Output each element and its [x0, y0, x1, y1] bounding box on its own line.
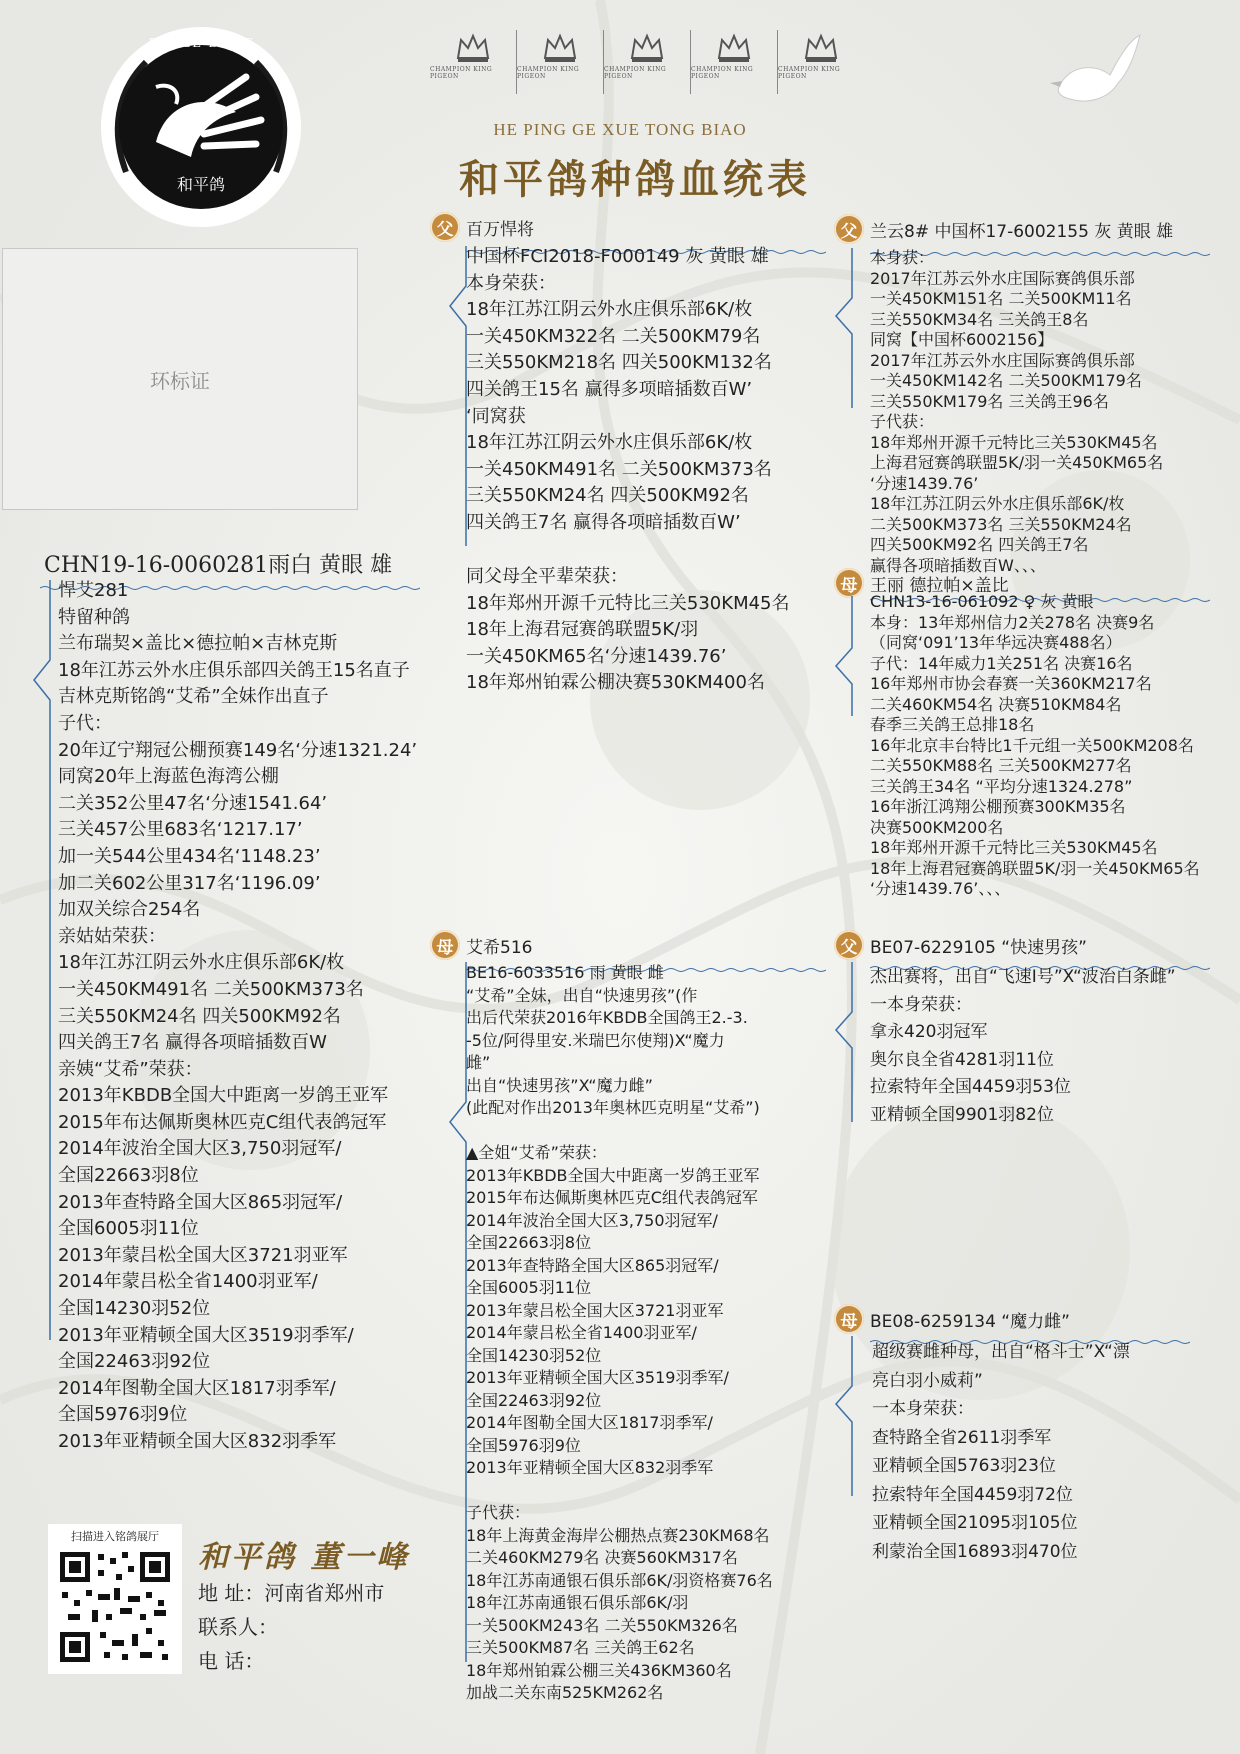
subject-line: 20年辽宁翔冠公棚预赛149名‘分速1321.24’ — [58, 739, 418, 761]
dam-bracket — [446, 962, 468, 1666]
sire-line: 18年江苏江阴云外水庄俱乐部6K/枚 — [466, 299, 753, 321]
sire-line: 四关鸽王7名 赢得各项暗插数百W’ — [466, 511, 741, 533]
sd-line: 三关鸽王34名 “平均分速1324.278” — [870, 776, 1133, 796]
sd-line: 春季三关鸽王总排18名 — [870, 715, 1035, 734]
subject-line: 全国6005羽11位 — [58, 1218, 199, 1240]
sire-line: 三关550KM24名 四关500KM92名 — [466, 485, 749, 507]
dd-details — [872, 1338, 1130, 1566]
crown-icon — [604, 30, 691, 94]
dam-name: 艾希516 — [466, 937, 533, 958]
subject-line: 加一关544公里434名‘1148.23’ — [58, 845, 321, 867]
phone-line: 电 话： — [198, 1649, 265, 1673]
ss-line: 三关550KM179名 三关鸽王96名 — [870, 391, 1109, 411]
dd-wave-underline — [870, 1330, 1190, 1336]
ss-details — [870, 248, 1163, 576]
crown-icon — [778, 30, 864, 94]
crown-caption: CHAMPION KING PIGEON — [778, 66, 841, 80]
sd-bracket — [832, 596, 854, 720]
ss-line: 本身获： — [870, 248, 935, 267]
ss-line: 一关450KM142名 二关500KM179名 — [870, 371, 1142, 390]
ss-line: 18年郑州开源千元特比三关530KM45名 — [870, 432, 1158, 452]
subject-line: 2013年亚精顿全国大区832羽季军 — [58, 1431, 337, 1452]
sire-header — [430, 212, 534, 242]
sire-sibling-line: 18年郑州铂霖公棚决赛530KM400名 — [466, 672, 765, 694]
sire-line: ‘同窝获 — [466, 405, 526, 427]
dam-line: 三关500KM87名 三关鸽王62名 — [466, 1638, 695, 1657]
dam-badge: 母 — [430, 930, 460, 960]
sire-line: 18年江苏江阴云外水庄俱乐部6K/枚 — [466, 432, 753, 454]
subject-line: 加双关综合254名 — [58, 899, 201, 921]
sd-line: ‘分速1439.76’、、、 — [870, 879, 1011, 898]
dd-line: 利蒙治全国16893羽470位 — [872, 1541, 1078, 1562]
sire-details — [466, 244, 772, 537]
subject-line: 2014年图勒全国大区1817羽季军/ — [58, 1377, 336, 1399]
dam-line: 2014年图勒全国大区1817羽季军/ — [466, 1413, 713, 1432]
subject-line: 二关352公里47名‘分速1541.64’ — [58, 792, 328, 814]
dd-line: 亚精顿全国5763羽23位 — [872, 1456, 1056, 1476]
subject-line: 2013年蒙吕松全国大区3721羽亚军 — [58, 1244, 348, 1266]
brand-signature: 和平鸽 董一峰 — [198, 1540, 410, 1575]
ring-certificate-box — [2, 248, 358, 510]
sire-sibling-line: 一关450KM65名‘分速1439.76’ — [466, 645, 727, 667]
sire-siblings — [466, 564, 790, 697]
sire-line: 三关550KM218名 四关500KM132名 — [466, 352, 772, 374]
dam-line: 子代获： — [466, 1503, 531, 1522]
dam-line: 2013年蒙吕松全国大区3721羽亚军 — [466, 1300, 724, 1320]
sd-line: （同窝‘091’13年华远决赛488名） — [870, 633, 1122, 652]
dam-line: 18年江苏南通银石俱乐部6K/羽 — [466, 1593, 689, 1612]
ds-name: BE07-6229105 “快速男孩” — [870, 937, 1087, 958]
ds-line: 奥尔良全省4281羽11位 — [870, 1049, 1054, 1070]
sire-line: 本身荣获： — [466, 272, 556, 294]
dam-line: 2015年布达佩斯奥林匹克C组代表鸽冠军 — [466, 1188, 758, 1207]
dam-line: 一关500KM243名 二关550KM326名 — [466, 1615, 738, 1635]
dam-line: 18年郑州铂霖公棚三关436KM360名 — [466, 1660, 732, 1680]
contact-block — [198, 1576, 384, 1678]
dam-line: 2013年亚精顿全国大区3519羽季军/ — [466, 1368, 729, 1387]
sire-line: 一关450KM322名 二关500KM79名 — [466, 325, 761, 347]
dam-line: BE16-6033516 雨 黄眼 雌 — [466, 963, 664, 982]
dd-name: BE08-6259134 “魔力雌” — [870, 1311, 1070, 1332]
sire-badge: 父 — [430, 212, 460, 242]
sire-sibling-line: 18年郑州开源千元特比三关530KM45名 — [466, 592, 790, 614]
subject-line: 2013年KBDB全国大中距离一岁鸽王亚军 — [58, 1085, 389, 1107]
dove-icon — [1040, 25, 1150, 125]
sd-name: 王丽 德拉帕×盖比 — [870, 575, 1009, 596]
crown-caption: CHAMPION KING PIGEON — [430, 66, 493, 80]
dam-line: 全国22463羽92位 — [466, 1390, 602, 1410]
sire-sibling-line: 同父母全平辈荣获： — [466, 566, 628, 587]
ss-line: 三关550KM34名 三关鸽王8名 — [870, 309, 1089, 329]
qr-code-icon[interactable] — [48, 1544, 182, 1670]
subject-line: 四关鸽王7名 赢得各项暗插数百W — [58, 1032, 327, 1054]
dd-line: 亚精顿全国21095羽105位 — [872, 1513, 1078, 1533]
subject-line: 18年江苏云外水庄俱乐部四关鸽王15名直子 — [58, 659, 410, 681]
subject-line: 2015年布达佩斯奥林匹克C组代表鸽冠军 — [58, 1111, 387, 1133]
subject-details — [58, 578, 417, 1456]
ss-line: 2017年江苏云外水庄国际赛鸽俱乐部 — [870, 268, 1135, 288]
subject-line: 全国22463羽92位 — [58, 1351, 211, 1373]
sd-line: CHN13-16-061092 ♀ 灰 黄眼 — [870, 592, 1094, 611]
subject-line: 2014年波治全国大区3,750羽冠军/ — [58, 1138, 342, 1160]
subject-line: 2014年蒙吕松全省1400羽亚军/ — [58, 1271, 318, 1293]
pinyin-title: HE PING GE XUE TONG BIAO — [493, 120, 747, 139]
sd-line: 18年郑州开源千元特比三关530KM45名 — [870, 838, 1158, 857]
subject-line: 三关550KM24名 四关500KM92名 — [58, 1005, 341, 1027]
dam-line: 全国5976羽9位 — [466, 1435, 581, 1455]
sd-line: 18年上海君冠赛鸽联盟5K/羽一关450KM65名 — [870, 858, 1200, 878]
dam-line: 加战二关东南525KM262名 — [466, 1683, 664, 1702]
dam-line: 2013年KBDB全国大中距离一岁鸽王亚军 — [466, 1165, 760, 1185]
sire-bracket — [446, 246, 468, 550]
ds-bracket — [832, 962, 854, 1126]
sire-line: 中国杯FCI2018-F000149 灰 黄眼 雄 — [466, 246, 769, 267]
dam-line: 2013年查特路全国大区865羽冠军/ — [466, 1255, 719, 1275]
subject-line: 兰布瑞契×盖比×德拉帕×吉林克斯 — [58, 633, 338, 655]
dam-line: (此配对作出2013年奥林匹克明星“艾希”) — [466, 1098, 760, 1117]
ds-line: 杰出赛将，出自“飞速Ⅰ号”X“波治白条雌” — [870, 967, 1176, 987]
subject-line: 加二关602公里317名‘1196.09’ — [58, 872, 321, 894]
subject-line: 亲姑姑荣获： — [58, 925, 166, 947]
subject-line: 三关457公里683名‘1217.17’ — [58, 819, 303, 841]
subject-line: 2013年亚精顿全国大区3519羽季军/ — [58, 1324, 354, 1346]
sire-name: 百万悍将 — [466, 219, 534, 240]
subject-line: 一关450KM491名 二关500KM373名 — [58, 978, 364, 1000]
qr-code-panel[interactable] — [48, 1524, 182, 1674]
ss-line: 四关500KM92名 四关鸽王7名 — [870, 535, 1089, 554]
ss-bracket — [832, 248, 854, 412]
dam-line — [466, 1480, 773, 1503]
sire-sibling-line: 18年上海君冠赛鸽联盟5K/羽 — [466, 619, 699, 641]
ss-badge: 父 — [834, 214, 864, 244]
dam-line — [466, 1120, 773, 1143]
dd-line: 一本身荣获： — [872, 1399, 974, 1419]
crown-emblems — [430, 30, 864, 100]
contact-line: 联系人： — [198, 1615, 278, 1639]
ss-line: ‘分速1439.76’ — [870, 473, 979, 493]
sire-line: 一关450KM491名 二关500KM373名 — [466, 458, 772, 480]
dd-badge: 母 — [834, 1304, 864, 1334]
crown-caption: CHAMPION KING PIGEON — [691, 66, 754, 80]
ds-badge: 父 — [834, 930, 864, 960]
crown-icon — [691, 30, 778, 94]
dd-line: 查特路全省2611羽季军 — [872, 1427, 1052, 1448]
dam-line: 18年上海黄金海岸公棚热点赛230KM68名 — [466, 1525, 770, 1545]
sd-line: 决赛500KM200名 — [870, 817, 1004, 837]
dd-bracket — [832, 1336, 854, 1500]
page-title: 和平鸽种鸽血统表 — [459, 156, 811, 203]
dam-line: 出自“快速男孩”X“魔力雌” — [466, 1075, 653, 1095]
dam-line: 2014年波治全国大区3,750羽冠军/ — [466, 1210, 718, 1230]
logo-text: PEACE DOVE — [148, 36, 256, 51]
subject-line: 亲姨“艾希”荣获： — [58, 1058, 203, 1080]
sd-line: 16年北京丰台特比1千元组一关500KM208名 — [870, 735, 1194, 755]
subject-line: 特留种鸽 — [58, 606, 130, 628]
ds-wave-underline — [870, 956, 1210, 962]
sd-line: 二关550KM88名 三关500KM277名 — [870, 756, 1132, 775]
dam-line: 二关460KM279名 决赛560KM317名 — [466, 1548, 738, 1567]
subject-line: 子代： — [58, 712, 112, 734]
ss-line: 18年江苏江阴云外水庄俱乐部6K/枚 — [870, 494, 1125, 513]
qr-caption: 扫描进入铭鸽展厅 — [71, 1530, 159, 1543]
ds-line: 一本身荣获： — [870, 994, 972, 1015]
dam-line: 全国6005羽11位 — [466, 1278, 592, 1297]
ss-line: 2017年江苏云外水庄国际赛鸽俱乐部 — [870, 350, 1135, 370]
dam-line: 全国14230羽52位 — [466, 1345, 602, 1365]
subject-line: 悍艾281 — [58, 580, 129, 601]
sd-line: 16年郑州市协会春赛一关360KM217名 — [870, 674, 1152, 693]
ss-line: 一关450KM151名 二关500KM11名 — [870, 289, 1132, 308]
crown-icon — [517, 30, 604, 94]
dam-line: ▲全姐“艾希”荣获： — [466, 1143, 607, 1162]
dam-details — [466, 962, 773, 1705]
ds-details — [870, 964, 1176, 1129]
ss-line: 上海君冠赛鸽联盟5K/羽一关450KM65名 — [870, 453, 1164, 472]
dam-line: 2013年亚精顿全国大区832羽季军 — [466, 1458, 714, 1477]
sd-details — [870, 592, 1200, 900]
ds-line: 亚精顿全国9901羽82位 — [870, 1104, 1054, 1125]
crown-caption: CHAMPION KING PIGEON — [604, 66, 667, 80]
ss-line: 子代获： — [870, 412, 935, 431]
dam-line: “艾希”全妹，出自“快速男孩”(作 — [466, 985, 698, 1005]
ss-name: 兰云8# 中国杯17-6002155 灰 黄眼 雄 — [870, 221, 1174, 242]
crown-icon — [430, 30, 517, 94]
dam-line: 18年江苏南通银石俱乐部6K/羽资格赛76名 — [466, 1570, 773, 1590]
dam-line: 2014年蒙吕松全省1400羽亚军/ — [466, 1323, 697, 1342]
dam-header — [430, 930, 532, 960]
sd-line: 本身：13年郑州信力2关278名 决赛9名 — [870, 612, 1155, 632]
subject-line: 18年江苏江阴云外水庄俱乐部6K/枚 — [58, 952, 345, 974]
dam-line: 出后代荣获2016年KBDB全国鸽王2.-3. — [466, 1008, 748, 1027]
subject-line: 同窝20年上海蓝色海湾公棚 — [58, 766, 279, 788]
logo-chinese: 和平鸽 — [176, 175, 225, 194]
dam-line: 雌” — [466, 1053, 491, 1072]
dd-line: 拉索特年全国4459羽72位 — [872, 1484, 1073, 1505]
address-line: 地 址：河南省郑州市 — [198, 1581, 385, 1605]
ds-line: 拿永420羽冠军 — [870, 1022, 988, 1042]
ss-line: 同窝【中国杯6002156】 — [870, 330, 1054, 349]
ss-header — [834, 214, 1173, 244]
dam-line: -5位/阿得里安.米瑞巴尔使翔)X“魔力 — [466, 1030, 725, 1050]
crown-caption: CHAMPION KING PIGEON — [517, 66, 580, 80]
sd-line: 子代：14年威力1关251名 决赛16名 — [870, 653, 1133, 673]
ss-line: 赢得各项暗插数百W、、、 — [870, 555, 1046, 575]
sire-line: 四关鸽王15名 赢得多项暗插数百W’ — [466, 378, 753, 400]
subject-line: 全国22663羽8位 — [58, 1165, 199, 1187]
dd-line: 亮白羽小威莉” — [872, 1370, 983, 1391]
ss-line: 二关500KM373名 三关550KM24名 — [870, 514, 1132, 534]
ds-line: 拉索特年全国4459羽53位 — [870, 1077, 1071, 1097]
subject-line: 吉林克斯铭鸽“艾希”全妹作出直子 — [58, 686, 329, 708]
peace-dove-logo — [96, 22, 306, 232]
ring-box-label: 环标证 — [150, 368, 210, 393]
sd-badge: 母 — [834, 568, 864, 598]
subject-line: 全国14230羽52位 — [58, 1298, 211, 1320]
subject-line: 全国5976羽9位 — [58, 1404, 188, 1426]
sd-line: 16年浙江鸿翔公棚预赛300KM35名 — [870, 797, 1126, 816]
sd-line: 二关460KM54名 决赛510KM84名 — [870, 694, 1122, 714]
dam-line: 全国22663羽8位 — [466, 1233, 592, 1252]
dd-line: 超级赛雌种母，出自“格斗士”X“漂 — [872, 1342, 1130, 1362]
subject-bracket — [28, 580, 52, 1344]
subject-ring: CHN19-16-0060281雨白 黄眼 雄 — [44, 553, 393, 578]
subject-line: 2013年查特路全国大区865羽冠军/ — [58, 1191, 343, 1213]
